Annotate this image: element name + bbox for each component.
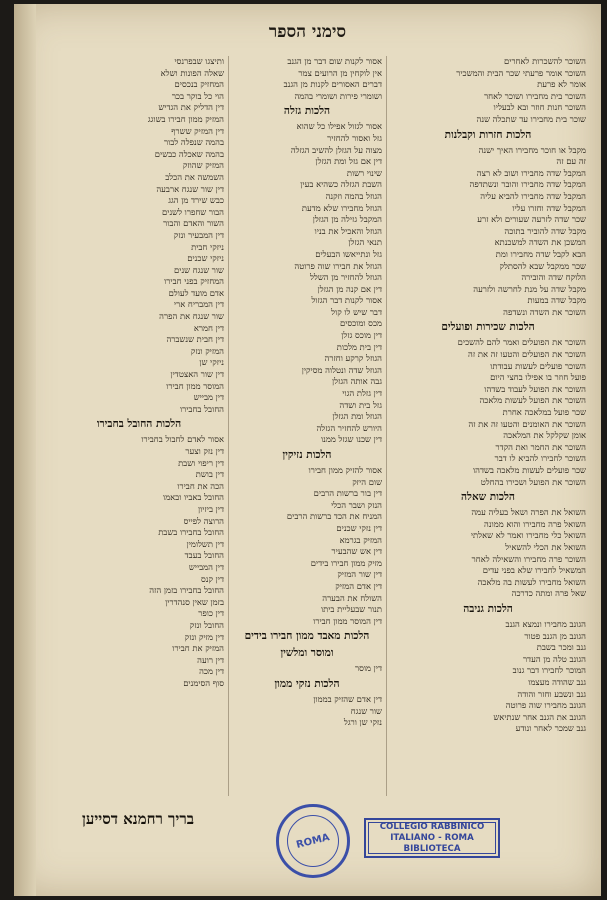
- index-entry: הגונב טלה מן העדר: [522, 653, 586, 664]
- index-entry: דין המבעיר ונזק: [173, 229, 224, 240]
- page-binding-edge: [14, 4, 36, 896]
- index-entry: השוכר פועלים לעשות עבודתו: [490, 360, 586, 371]
- index-entry: אסור לקנות דבר הגזול: [311, 295, 382, 306]
- index-entry: השואל כלי מחבירו ואמר לא שאלתי: [470, 530, 586, 541]
- index-entry: החובל באביו ובאמו: [163, 492, 224, 503]
- column-divider: [386, 56, 387, 796]
- index-entry: המשכן את השדה למשכנתא: [494, 237, 586, 248]
- index-entry: השוכר אומר פרעתי שכר הבית והמשכיר: [456, 67, 586, 78]
- index-entry: גנב ומכר בשבת: [536, 642, 586, 653]
- index-entry: המקבל גזילה מן הגזלן: [312, 214, 382, 225]
- index-entry: הגוזל קרקע וחזרה: [324, 353, 382, 364]
- index-entry: השולח את הבערה: [322, 592, 382, 603]
- index-entry: פועל חוזר בו אפילו בחצי היום: [490, 372, 586, 383]
- index-entry: אין לוקחין מן הרועים צמר: [298, 67, 382, 78]
- index-entry: אסור לאדם לחבול בחבירו: [141, 434, 224, 445]
- index-entry: מזיק ממון חבירו בידים: [310, 557, 382, 568]
- section-heading: הלכות החובל בחבירו: [96, 418, 182, 431]
- index-entry: בהמה שאכלה כבשים: [154, 148, 224, 159]
- index-entry: נזקי שן ורגל: [343, 717, 382, 728]
- index-entry: השוכר את הפועלים והטעו זה את זה: [468, 349, 586, 360]
- index-entry: המניח את הכד ברשות הרבים: [286, 511, 382, 522]
- column-divider: [228, 56, 229, 796]
- index-entry: זה עם זה: [556, 156, 586, 167]
- index-entry: דין חמרא: [193, 322, 224, 333]
- right-column: [390, 56, 586, 796]
- index-entry: גזל ואסור להחזיר: [327, 132, 382, 143]
- index-entry: גזל ונתייאשו הבעלים: [315, 248, 382, 259]
- index-entry: דין ביזיון: [197, 503, 224, 514]
- index-entry: הרוצה לפייס: [183, 515, 224, 526]
- closing-blessing: בריך רחמנא דסייען: [82, 810, 194, 828]
- section-heading: הלכות גניבה: [463, 602, 513, 615]
- section-heading: הלכות חזרות וקבלנות: [444, 128, 532, 141]
- index-entry: המשאיל לחבירו שלא בפני עדים: [482, 565, 586, 576]
- index-entry: הגוזל להחזיר מן השלל: [310, 272, 382, 283]
- index-entry: היורש להחזיר הגזלה: [316, 422, 382, 433]
- left-column: [54, 56, 224, 806]
- section-heading: הלכות נזיקין: [282, 449, 332, 461]
- index-entry: המקבל שדה מחבירו ושוב לא רצה: [476, 167, 586, 178]
- index-entry: מקבל שדה על מנת לחרשה ולזרעה: [473, 283, 586, 294]
- index-entry: המקבל שדה מחבירו להביא עליה: [480, 190, 586, 201]
- index-entry: הגונב מחבירו ונמצא הגנב: [505, 618, 586, 629]
- index-entry: מכס ומוכסים: [339, 318, 382, 329]
- index-entry: הגוזל בהמה וזקנה: [325, 190, 382, 201]
- index-entry: ניזקי שכנים: [187, 253, 224, 264]
- index-entry: המחזיק בפני חבירו: [164, 276, 224, 287]
- index-entry: החובל בחבירו בשבת: [158, 527, 224, 538]
- index-entry: דין הדליק את הגדיש: [158, 102, 224, 113]
- section-heading: הלכות שאלה: [461, 491, 515, 504]
- index-entry: דין אדם המזיק: [335, 580, 382, 591]
- section-heading: ומוסר ומלשין: [280, 647, 334, 660]
- index-entry: ושומרי פירות ושומרי בהמה: [294, 90, 382, 101]
- index-entry: דין תשלומין: [186, 538, 224, 549]
- index-entry: שינוי רשות: [346, 167, 382, 178]
- index-entry: החובל בחבירו: [179, 403, 224, 414]
- index-entry: השואל את הכלי להשאיל: [505, 541, 586, 552]
- index-entry: המוסר ממון חבירו: [166, 380, 224, 391]
- index-entry: הגונב מן הגנב פטור: [524, 630, 586, 641]
- index-entry: השמשה את הכלב: [165, 171, 224, 182]
- index-entry: דין המזיק ששרף: [171, 125, 224, 136]
- index-entry: דין המבריח ארי: [173, 299, 224, 310]
- index-entry: השוכר את הפועל לעשות מלאכה: [479, 395, 586, 406]
- index-entry: גנב שמכר לאחר ונודע: [515, 723, 586, 734]
- index-entry: דברים האסורים לקנות מן הגנב: [283, 79, 382, 90]
- index-entry: ניזקי חבית: [191, 241, 224, 252]
- index-entry: דין מוסר: [354, 663, 382, 674]
- index-entry: תנאי הגזלן: [348, 237, 382, 248]
- middle-column: [232, 56, 382, 856]
- stamp-line-3: BIBLIOTECA: [403, 843, 461, 854]
- index-entry: השוכר פרה מחבירו והשאילה לאחר: [471, 553, 586, 564]
- index-entry: בזמן שאין סנהדרין: [165, 596, 224, 607]
- index-entry: מקבל שדה להוביר בתוכה: [504, 225, 586, 236]
- index-entry: דין שור המזיק: [337, 569, 382, 580]
- index-entry: דין שכנו שגזל ממנו: [321, 434, 382, 445]
- index-entry: המזיק שהוזק: [182, 160, 224, 171]
- index-entry: דין רועה: [197, 654, 224, 665]
- index-entry: שאל פרה ומתה כדרכה: [511, 588, 586, 599]
- index-entry: השוכר את השדה ונשדפה: [503, 306, 586, 317]
- page-title: סימני הספר: [268, 22, 347, 42]
- index-entry: הגוזל את חבירו שוה פרוטה: [294, 260, 382, 271]
- index-entry: הגוזל ומת הגזלן: [332, 411, 382, 422]
- index-entry: השוכר את הפועל לעבוד בשדהו: [484, 383, 586, 394]
- index-entry: מקבל שדה במעות: [527, 295, 586, 306]
- index-entry: דין אש שהבעיר: [331, 546, 382, 557]
- index-entry: שאלה הפונות ושלא: [160, 67, 224, 78]
- index-entry: אדם מועד לעולם: [168, 287, 224, 298]
- index-entry: הגוזל מחבירו שלא מדעת: [301, 202, 382, 213]
- index-entry: המקבל שדה וחזרו עליו: [512, 202, 586, 213]
- index-entry: דבר שיש לו קול: [331, 306, 382, 317]
- index-entry: השוכר חנות חוזר ובא לבעליו: [493, 102, 586, 113]
- index-entry: דין בית מלכות: [336, 341, 382, 352]
- index-entry: אומן שקלקל את המלאכה: [503, 430, 586, 441]
- index-entry: שוכר בית מחבירו עד שתכלה שנה: [476, 113, 586, 124]
- index-entry: גזל בית ושדה: [339, 399, 382, 410]
- index-entry: השוכר את החמר ואת הקדר: [495, 441, 586, 452]
- index-entry: דין מוכס גזלן: [341, 330, 382, 341]
- index-entry: דין כופר: [198, 608, 224, 619]
- index-entry: שום היזק: [352, 476, 382, 487]
- index-entry: השור והאדם והבור: [163, 218, 224, 229]
- index-entry: השוכר את האומנים והטעו זה את זה: [468, 418, 586, 429]
- index-entry: הוי כל בוקר בכר: [171, 90, 224, 101]
- index-entry: השוכר להשכרות לאחרים: [504, 56, 586, 66]
- index-entry: אסור להזיק ממון חבירו: [308, 465, 382, 475]
- index-entry: הלוקח שדה והובירה: [521, 272, 586, 283]
- index-entry: הגוזל שדה ונטלוה מסיקין: [301, 364, 382, 375]
- index-entry: אסור לגזול אפילו כל שהוא: [296, 121, 382, 132]
- index-entry: השוכר את הפועלים ואמר להם להשכים: [457, 337, 586, 348]
- index-entry: החובל בחבירו בזמן הזה: [149, 585, 224, 596]
- index-entry: שכר שדה לזרעה שעורים ולא זרע: [477, 214, 586, 225]
- index-entry: דין מזיק ונזק: [184, 631, 224, 642]
- index-entry: בהמה שנפלה לבור: [164, 137, 224, 148]
- index-entry: דין גזלת הגוי: [342, 388, 382, 399]
- index-entry: שכר פועל במלאכה אחרת: [502, 407, 586, 418]
- index-entry: דין נזקי שכנים: [336, 522, 382, 533]
- index-entry: דין בור ברשות הרבים: [313, 488, 382, 499]
- index-entry: דין מכה: [199, 666, 224, 677]
- index-entry: הגונב את הגנב אחר שנתיאש: [493, 711, 586, 722]
- index-entry: הבור שחפרו לשנים: [162, 206, 224, 217]
- index-entry: דין שור שנגח ארבעה: [156, 183, 224, 194]
- index-entry: השוכר את הפועל ושכירו בהחלט: [480, 476, 586, 487]
- index-entry: גנב ונשבע וחזר והודה: [517, 688, 586, 699]
- index-entry: הגונב מחבירו שוה פרוטה: [505, 700, 586, 711]
- index-entry: דין נזק וצער: [185, 446, 224, 456]
- section-heading: הלכות מאבד ממון חבירו בידים: [244, 630, 370, 643]
- index-entry: השוכר בית מחבירו ושוכר לאחר: [484, 90, 586, 101]
- index-entry: דין קנס: [201, 573, 224, 584]
- index-entry: הכה את חבירו: [177, 480, 224, 491]
- index-entry: דין אם גזל ומת הגזלן: [315, 156, 382, 167]
- index-entry: שור שנגח שנים: [174, 264, 224, 275]
- index-entry: שור שנגח: [350, 705, 382, 716]
- index-entry: השואל את הפרה ושאל בעליה עמה: [471, 507, 586, 518]
- stamp-line-1: COLLEGIO RABBINICO: [379, 821, 485, 832]
- index-entry: השואל מחבירו לעשות בה מלאכה: [477, 576, 586, 587]
- index-entry: החובל ונזק: [189, 619, 224, 630]
- section-heading: הלכות שכירות ופועלים: [441, 321, 535, 334]
- index-entry: השואל פרה מחבירו והוא ממונה: [484, 518, 586, 529]
- index-entry: שכר פועלים לעשות מלאכה בשדהו: [472, 465, 586, 475]
- index-entry: סוף הסימנים: [183, 677, 224, 688]
- index-entry: המחזיק בנכסים: [174, 79, 224, 90]
- manuscript-page: [14, 4, 601, 896]
- index-entry: הנזק ושבר הכלי: [331, 499, 382, 510]
- library-seal: [276, 804, 350, 878]
- index-entry: מקבל או חוכר מחבירו האיך ישנה: [478, 144, 586, 155]
- index-entry: המוכר לחבירו דבר גנוב: [512, 665, 586, 676]
- index-entry: הבא לקבל שדה מחבירו ומת: [495, 248, 586, 259]
- index-entry: כבש שירד מן הגג: [168, 195, 224, 206]
- index-entry: דין בושת: [195, 469, 224, 480]
- index-entry: דין חבית שנשברה: [166, 334, 224, 345]
- index-entry: המזיק את חבירו: [172, 643, 224, 654]
- index-entry: השוכר לחבירו להביא לו דבר: [494, 453, 586, 464]
- index-entry: אומר לא פרעת: [537, 79, 586, 90]
- seal-center-text: ROMA: [295, 831, 331, 851]
- index-entry: דין המוסר ממון חבירו: [313, 615, 382, 626]
- index-entry: דין מבייש: [193, 392, 224, 403]
- index-entry: החובל בעבד: [184, 550, 224, 561]
- index-entry: ותיצגו שבפרנסי: [174, 56, 224, 66]
- index-entry: דין אם קנה מן הגזלן: [317, 283, 382, 294]
- index-entry: המזיק ונזק: [190, 345, 224, 356]
- index-entry: דין המבייש: [188, 561, 224, 572]
- index-entry: שכר ממקבל שבא להסתלק: [499, 260, 586, 271]
- index-entry: דין אדם שהזיק בממון: [313, 693, 382, 704]
- index-entry: דין שור האצטדין: [170, 369, 224, 380]
- index-entry: תנור שבעליית ביתו: [320, 604, 382, 615]
- index-entry: השבת הגזלה כשהיא בעין: [300, 179, 382, 190]
- index-entry: המקבל שדה מחבירו והובר ונשתדפה: [469, 179, 586, 190]
- section-heading: הלכות גזלה: [283, 105, 331, 118]
- index-entry: גנב שהודה מעצמו: [528, 676, 586, 687]
- index-entry: המזיק בגרמא: [339, 534, 382, 545]
- index-entry: המזיק ממון חבירו בשוגג: [147, 113, 224, 124]
- stamp-line-2: ITALIANO - ROMA: [390, 832, 474, 843]
- index-entry: דין ריפוי ושבת: [178, 457, 224, 468]
- section-heading: הלכות נזקי ממון: [274, 677, 340, 690]
- index-entry: גבה אותה הגזלן: [331, 376, 382, 387]
- index-entry: שור שנגח את הפרה: [159, 311, 224, 322]
- library-stamp: [364, 818, 500, 858]
- index-entry: הגוזל והאכיל את בניו: [314, 225, 382, 236]
- index-entry: ניזקי שן: [199, 357, 224, 368]
- index-entry: אסור לקנות שום דבר מן הגנב: [287, 56, 382, 66]
- index-entry: מצוה על הגזלן להשיב הגזלה: [290, 144, 382, 155]
